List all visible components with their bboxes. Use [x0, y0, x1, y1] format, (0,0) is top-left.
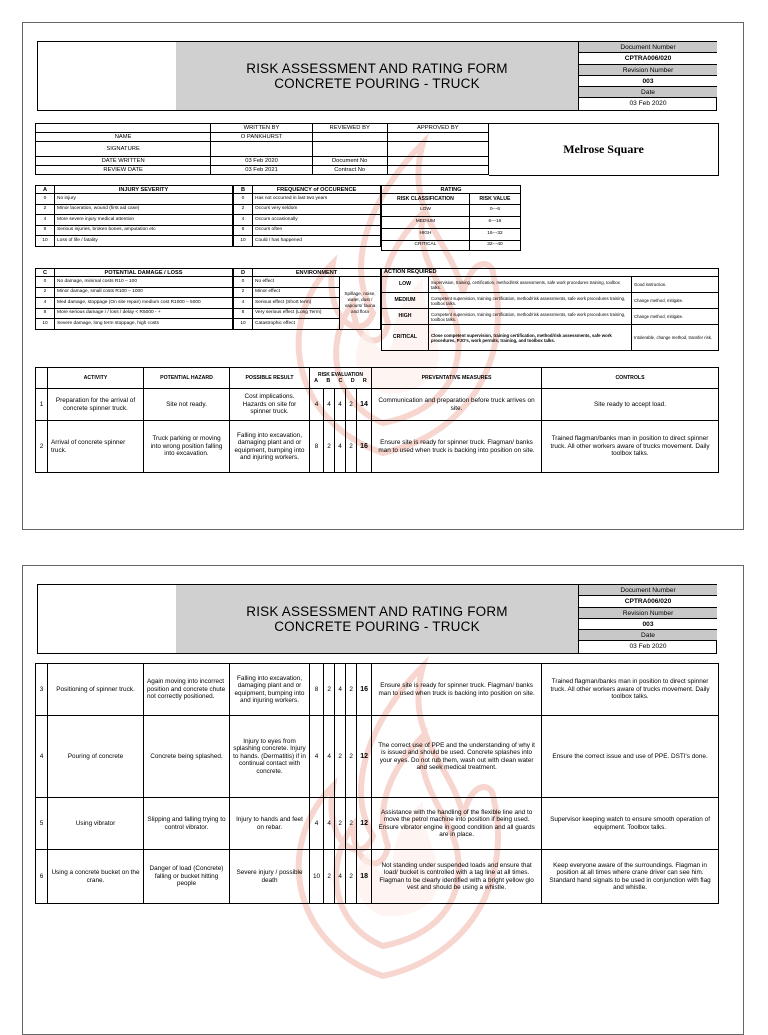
row-number: 5	[36, 798, 48, 850]
logo-placeholder	[38, 42, 177, 110]
result-cell: Falling into excavation, damaging plant and or equipment, bumping into and injuring workers.	[230, 664, 310, 716]
date-written: 03 Feb 2020	[211, 157, 313, 166]
action-measures: Competent supervision, training certification, method/risk assessments, safe work procedures training, toolbox talks.	[429, 293, 632, 309]
frequency-text: Occurs often	[253, 225, 381, 236]
severity-text: Serious injuries, broken bones, amputation etc	[55, 225, 233, 236]
severity-text: More severe injury medical attention	[55, 215, 233, 226]
action-required-table	[381, 268, 719, 351]
table-row	[36, 389, 719, 421]
table-row	[36, 716, 719, 798]
measures-cell: Communication and preparation before truck arrives on site.	[372, 389, 542, 421]
score: 0	[36, 194, 55, 205]
score: 4	[36, 298, 55, 309]
written-by-label: WRITTEN BY	[211, 124, 313, 133]
frequency-text: Occurs occasionally	[253, 215, 381, 226]
score-a: 4	[310, 389, 324, 421]
score: 8	[234, 308, 253, 319]
date-label: Date	[579, 630, 717, 641]
score: 4	[234, 298, 253, 309]
document-page-1	[22, 22, 744, 530]
col-b: B	[326, 378, 331, 384]
result-cell: Severe injury / possible death	[230, 850, 310, 904]
controls-cell: Supervisor keeping watch to ensure smooth operation of equipment. Toolbox talks.	[542, 798, 719, 850]
score: 10	[36, 236, 55, 247]
action-response: Intolerable, change method, transfer risk.	[632, 325, 719, 351]
action-measures: Competent supervision, training certification, method/risk assessments, safe work procedures training, toolbox talks.	[429, 309, 632, 325]
date-label: Date	[579, 87, 717, 98]
activity-cell: Positioning of spinner truck.	[48, 664, 144, 716]
doc-number-label: Document Number	[579, 585, 717, 596]
frequency-text: Has not occurred in last two years	[253, 194, 381, 205]
action-response: Change method, mitigate.	[632, 293, 719, 309]
section-letter: B	[234, 186, 253, 194]
risk-evaluation-header: RISK EVALUATION	[317, 372, 364, 378]
company-name: Melrose Square	[489, 123, 719, 176]
table-row	[36, 798, 719, 850]
environment-text: Very serious effect (Long Term)	[253, 308, 340, 319]
risk-value: 0---6	[469, 204, 520, 216]
risk-total: 14	[357, 389, 372, 421]
risk-classification-header: RISK CLASSIFICATION	[382, 194, 470, 205]
score-c: 2	[335, 798, 346, 850]
action-level: CRITICAL	[382, 325, 429, 351]
score: 10	[36, 319, 55, 330]
form-title-line2: CONCRETE POURING - TRUCK	[274, 619, 480, 634]
controls-cell: Trained flagman/banks man in position to direct spinner truck. All other workers aware of trucks movement. Daily toolbox talks.	[542, 421, 719, 473]
doc-number: CPTRA006/020	[579, 53, 717, 64]
controls-cell: Keep everyone aware of the surroundings. Flagman in position at all times where crane driver can see him. Standard hand signals to be used in conjunction with flag and whistle.	[542, 850, 719, 904]
environment-note: Spillage, noise, water, dust / vapours/ fauna and flora	[340, 277, 381, 330]
section-letter: A	[36, 186, 55, 194]
score: 8	[36, 308, 55, 319]
table-row	[36, 664, 719, 716]
rating-table	[381, 185, 521, 251]
environment-title: ENVIRONMENT	[253, 269, 381, 277]
col-d: D	[350, 378, 355, 384]
document-no-label: Document No	[312, 157, 387, 166]
risk-total: 16	[357, 664, 372, 716]
hazard-cell: Site not ready.	[144, 389, 230, 421]
form-title-line1: RISK ASSESSMENT AND RATING FORM	[246, 61, 508, 76]
measures-cell: Assistance with the handling of the flexible line and to move the petrol machine into position if being used. Ensure vibrator engine in good condition and all guards are in place.	[372, 798, 542, 850]
revision-label: Revision Number	[579, 608, 717, 619]
damage-title: POTENTIAL DAMAGE / LOSS	[55, 269, 233, 277]
revision-number: 003	[579, 76, 717, 87]
risk-class: HIGH	[382, 228, 470, 240]
score: 10	[234, 319, 253, 330]
score-b: 4	[324, 716, 335, 798]
row-number: 2	[36, 421, 48, 473]
score-c: 2	[335, 716, 346, 798]
action-response: Good instruction.	[632, 277, 719, 293]
review-date: 03 Feb 2021	[211, 166, 313, 175]
document-meta	[578, 42, 717, 110]
environment-table	[233, 268, 381, 330]
score: 2	[36, 204, 55, 215]
score-d: 2	[346, 421, 357, 473]
result-cell: Injury to eyes from splashing concrete. Injury to hands. (Dermatitis) if in continual contact with concrete.	[230, 716, 310, 798]
controls-header: CONTROLS	[542, 368, 719, 389]
signature-label: SIGNATURE	[36, 142, 211, 157]
table-row	[36, 850, 719, 904]
risk-value: 6---16	[469, 216, 520, 228]
document-meta	[578, 585, 717, 653]
score: 0	[36, 277, 55, 288]
frequency-text: Occurs very seldom	[253, 204, 381, 215]
injury-severity-table	[35, 185, 233, 247]
row-number: 1	[36, 389, 48, 421]
form-title-line2: CONCRETE POURING - TRUCK	[274, 76, 480, 91]
result-cell: Cost implications. Hazards on site for spinner truck.	[230, 389, 310, 421]
severity-text: Minor laceration, wound (first aid case)	[55, 204, 233, 215]
table-row	[36, 421, 719, 473]
score: 2	[234, 204, 253, 215]
risk-total: 12	[357, 716, 372, 798]
form-header	[37, 584, 717, 654]
action-level: HIGH	[382, 309, 429, 325]
score-b: 2	[324, 421, 335, 473]
measures-cell: Ensure site is ready for spinner truck. Flagman/ banks man to used when truck is backing into position on site.	[372, 664, 542, 716]
risk-value: 16---32	[469, 228, 520, 240]
risk-assessment-table-continued	[35, 663, 719, 904]
risk-assessment-table	[35, 367, 719, 473]
hazard-cell: Truck parking or moving into wrong position falling into excavation.	[144, 421, 230, 473]
damage-text: Severe damage, long term stoppage, high costs	[55, 319, 233, 330]
name-value: O PANKHURST	[211, 133, 313, 142]
score-a: 8	[310, 664, 324, 716]
activity-cell: Using a concrete bucket on the crane.	[48, 850, 144, 904]
severity-text: No injury	[55, 194, 233, 205]
score: 4	[234, 215, 253, 226]
col-c: C	[338, 378, 343, 384]
form-header	[37, 41, 717, 111]
score-d: 2	[346, 716, 357, 798]
hazard-header: POTENTIAL HAZARD	[144, 368, 230, 389]
doc-number: CPTRA006/020	[579, 596, 717, 607]
controls-cell: Site ready to accept load.	[542, 389, 719, 421]
measures-cell: The correct use of PPE and the understanding of why it is issued and should be used. Concrete splashes into your eyes. Do not rub them, wash out with clean water and seek medical treatment.	[372, 716, 542, 798]
risk-total: 18	[357, 850, 372, 904]
activity-header: ACTIVITY	[48, 368, 144, 389]
score-c: 4	[335, 421, 346, 473]
logo-placeholder	[38, 585, 177, 653]
action-level: LOW	[382, 277, 429, 293]
score: 8	[36, 225, 55, 236]
score: 2	[36, 287, 55, 298]
controls-cell: Trained flagman/banks man in position to direct spinner truck. All other workers aware of trucks movement. Daily toolbox talks.	[542, 664, 719, 716]
revision-number: 003	[579, 619, 717, 630]
activity-cell: Arrival of concrete spinner truck.	[48, 421, 144, 473]
score-c: 4	[335, 850, 346, 904]
damage-text: Med damage, stoppage (On site repair) medium cost R1000 – 5000	[55, 298, 233, 309]
approved-by-label: APPROVED BY	[387, 124, 488, 133]
risk-value-header: RISK VALUE	[469, 194, 520, 205]
doc-date: 03 Feb 2020	[629, 100, 667, 108]
measures-header: PREVENTATIVE MEASURES	[372, 368, 542, 389]
rating-title: RATING	[382, 186, 521, 194]
risk-class: CRITICAL	[382, 240, 470, 251]
score-b: 2	[324, 664, 335, 716]
action-measures: Close competent supervision, training certification, method/risk assessments, safe work procedures, PJO's, work permits, training, and toolbox talks.	[429, 325, 632, 351]
score-c: 4	[335, 664, 346, 716]
score: 4	[36, 215, 55, 226]
score-d: 2	[346, 664, 357, 716]
frequency-title: FREQUENCY of OCCURENCE	[253, 186, 381, 194]
environment-text: Serious effect (Short term)	[253, 298, 340, 309]
action-measures: Supervision, training, certification, method/risk assessments, safe work procedures training, toolbox talks.	[429, 277, 632, 293]
activity-cell: Preparation for the arrival of concrete spinner truck.	[48, 389, 144, 421]
doc-date: 03 Feb 2020	[629, 643, 667, 651]
row-number: 4	[36, 716, 48, 798]
action-level: MEDIUM	[382, 293, 429, 309]
score-b: 4	[324, 798, 335, 850]
hazard-cell: Again moving into incorrect position and concrete chute not correctly positioned.	[144, 664, 230, 716]
risk-class: LOW	[382, 204, 470, 216]
result-cell: Injury to hands and feet on rebar.	[230, 798, 310, 850]
measures-cell: Ensure site is ready for spinner truck. Flagman/ banks man to used when truck is backing into position on site.	[372, 421, 542, 473]
hazard-cell: Slipping and falling trying to control vibrator.	[144, 798, 230, 850]
measures-cell: Not standing under suspended loads and ensure that load/ bucket is controlled with a tag line at all times. Flagman to be clearly identified with a bright yellow glo vest and should be using a whistle.	[372, 850, 542, 904]
score: 0	[234, 194, 253, 205]
frequency-table	[233, 185, 381, 247]
form-title-line1: RISK ASSESSMENT AND RATING FORM	[246, 604, 508, 619]
score: 0	[234, 277, 253, 288]
environment-text: Catastrophic effect	[253, 319, 340, 330]
risk-total: 16	[357, 421, 372, 473]
revision-label: Revision Number	[579, 65, 717, 76]
score-c: 4	[335, 389, 346, 421]
controls-cell: Ensure the correct issue and use of PPE. DSTI's done.	[542, 716, 719, 798]
severity-text: Loss of life / fatality	[55, 236, 233, 247]
score-d: 2	[346, 389, 357, 421]
signoff-table	[35, 123, 489, 175]
col-r: R	[362, 378, 367, 384]
score: 2	[234, 287, 253, 298]
activity-cell: Pouring of concrete	[48, 716, 144, 798]
environment-text: No effect	[253, 277, 340, 288]
name-label: NAME	[36, 133, 211, 142]
score-b: 2	[324, 850, 335, 904]
section-letter: C	[36, 269, 55, 277]
frequency-text: Could / has happened	[253, 236, 381, 247]
date-written-label: DATE WRITTEN	[36, 157, 211, 166]
risk-value: 32---40	[469, 240, 520, 251]
damage-table	[35, 268, 233, 330]
injury-severity-title: INJURY SEVERITY	[55, 186, 233, 194]
damage-text: More serious damage / / loss / delay < R5000 - +	[55, 308, 233, 319]
section-letter: D	[234, 269, 253, 277]
result-cell: Falling into excavation, damaging plant and or equipment, bumping into and injuring workers.	[230, 421, 310, 473]
result-header: POSSIBLE RESULT	[230, 368, 310, 389]
score-b: 4	[324, 389, 335, 421]
score-a: 4	[310, 798, 324, 850]
risk-total: 12	[357, 798, 372, 850]
row-number: 3	[36, 664, 48, 716]
action-response: Change method, mitigate.	[632, 309, 719, 325]
score-d: 2	[346, 798, 357, 850]
document-page-2	[22, 565, 744, 1035]
score-a: 10	[310, 850, 324, 904]
contract-no-label: Contract No	[312, 166, 387, 175]
score: 8	[234, 225, 253, 236]
risk-class: MEDIUM	[382, 216, 470, 228]
hazard-cell: Danger of load (Concrete) falling or bucket hitting people	[144, 850, 230, 904]
col-a: A	[314, 378, 319, 384]
environment-text: Minor effect	[253, 287, 340, 298]
activity-cell: Using vibrator	[48, 798, 144, 850]
score-a: 4	[310, 716, 324, 798]
damage-text: Minor damage, small costs R100 – 1000	[55, 287, 233, 298]
reviewed-by-label: REVIEWED BY	[312, 124, 387, 133]
score: 10	[234, 236, 253, 247]
hazard-cell: Concrete being splashed.	[144, 716, 230, 798]
form-title	[176, 585, 578, 653]
doc-number-label: Document Number	[579, 42, 717, 53]
action-required-title: ACTION REQUIRED	[382, 269, 719, 277]
score-a: 8	[310, 421, 324, 473]
form-title	[176, 42, 578, 110]
score-d: 2	[346, 850, 357, 904]
review-date-label: REVIEW DATE	[36, 166, 211, 175]
row-number: 6	[36, 850, 48, 904]
damage-text: No damage, minimal costs R10 – 100	[55, 277, 233, 288]
